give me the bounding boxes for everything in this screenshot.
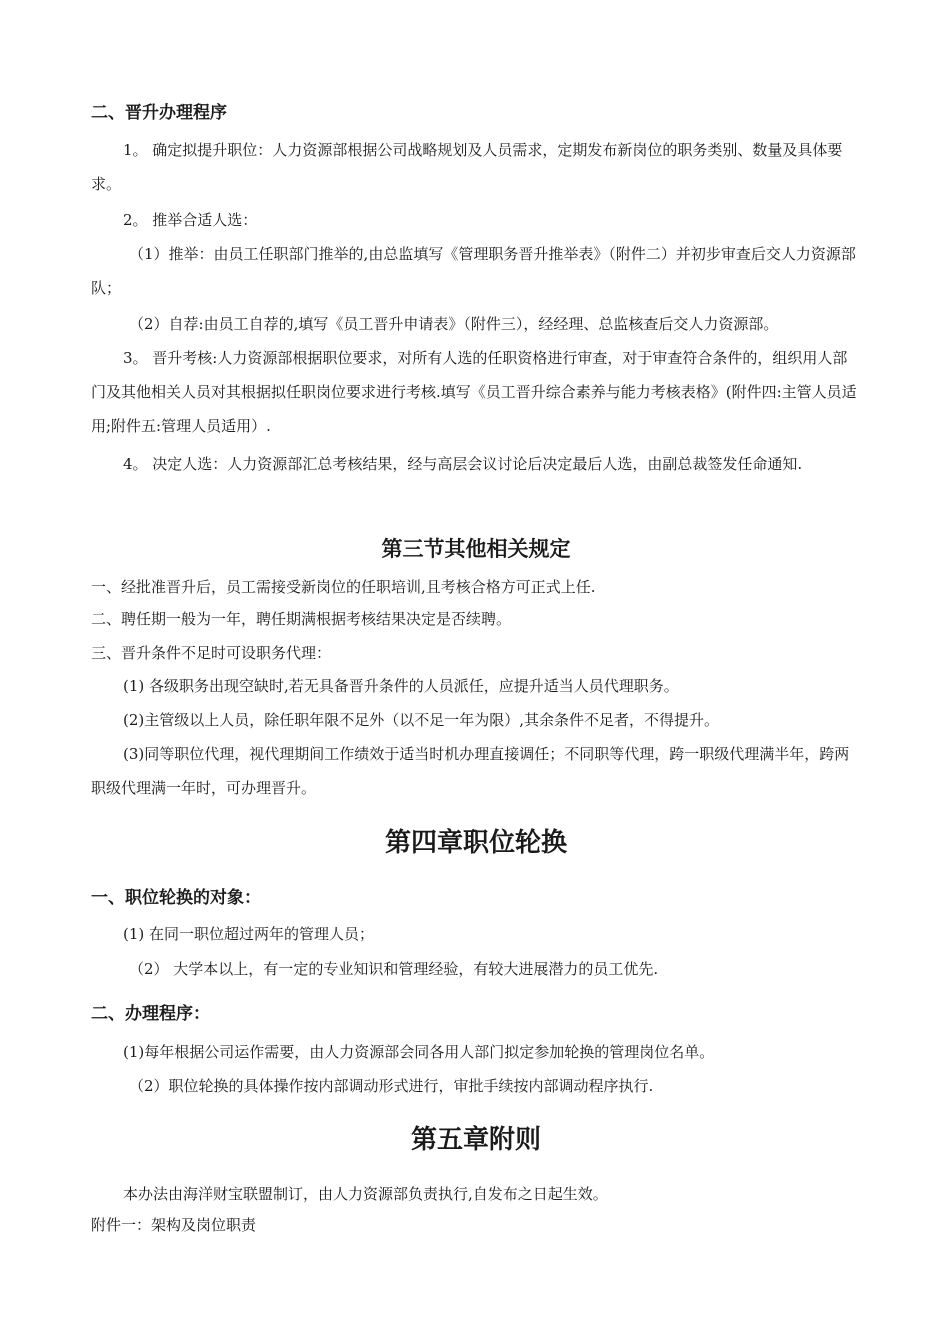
chapter-5-title: 第五章附则 (410, 1125, 541, 1155)
step-4: 4。 决定人选：人力资源部汇总考核结果，经与高层会议讨论后决定最后人选，由副总裁签发任命通知. (123, 455, 803, 473)
step-1: 1。 确定拟提升职位：人力资源部根据公司战略规划及人员需求，定期发布新岗位的职务类别、数量及具体要求。 (91, 141, 843, 193)
section-3-title: 第三节其他相关规定 (381, 537, 571, 561)
procedure-1: (1)每年根据公司运作需要，由人力资源部会同各用人部门拟定参加轮换的管理岗位名单。 (123, 1043, 715, 1061)
final-provision: 本办法由海洋财宝联盟制订，由人力资源部负责执行,自发布之日起生效。 (123, 1185, 608, 1203)
target-2: （2） 大学本以上，有一定的专业知识和管理经验，有较大进展潜力的员工优先. (129, 960, 659, 978)
procedure-heading: 二、晋升办理程序 (91, 103, 227, 123)
rule-2: 二、聘任期一般为一年，聘任期满根据考核结果决定是否续聘。 (91, 610, 512, 628)
rule-3-3: (3)同等职位代理，视代理期间工作绩效于适当时机办理直接调任；不同职等代理，跨一职级代理满半年，跨两职级代理满一年时，可办理晋升。 (91, 745, 850, 797)
rotation-procedure-heading: 二、办理程序： (91, 1004, 210, 1024)
step-2: 2。 推举合适人选： (123, 211, 258, 229)
rule-3: 三、晋升条件不足时可设职务代理： (91, 644, 332, 662)
rule-3-2: (2)主管级以上人员，除任职年限不足外（以不足一年为限）,其余条件不足者，不得提升。 (123, 711, 720, 729)
rule-3-1: (1) 各级职务出现空缺时,若无具备晋升条件的人员派任，应提升适当人员代理职务。 (123, 677, 679, 695)
rule-1: 一、经批准晋升后，员工需接受新岗位的任职培训,且考核合格方可正式上任. (91, 578, 596, 596)
annex-1: 附件一：架构及岗位职责 (91, 1216, 257, 1234)
rotation-target-heading: 一、职位轮换的对象： (91, 888, 261, 908)
step-2-2: （2）自荐:由员工自荐的,填写《员工晋升申请表》（附件三），经经理、总监核查后交人力资源部。 (129, 315, 779, 333)
chapter-4-title: 第四章职位轮换 (384, 828, 567, 858)
step-3: 3。 晋升考核:人力资源部根据职位要求，对所有人选的任职资格进行审查，对于审查符合条件的，组织用人部门及其他相关人员对其根据拟任职岗位要求进行考核.填写《员工晋升综合素养与能力考核表格》(附件四:主管人员适用;附件五:管理人员适用）. (91, 349, 857, 435)
step-2-1: （1）推举：由员工任职部门推举的,由总监填写《管理职务晋升推举表》（附件二）并初步审查后交人力资源部队； (91, 245, 856, 297)
target-1: (1) 在同一职位超过两年的管理人员； (123, 925, 375, 943)
procedure-2: （2）职位轮换的具体操作按内部调动形式进行，审批手续按内部调动程序执行. (129, 1077, 654, 1095)
